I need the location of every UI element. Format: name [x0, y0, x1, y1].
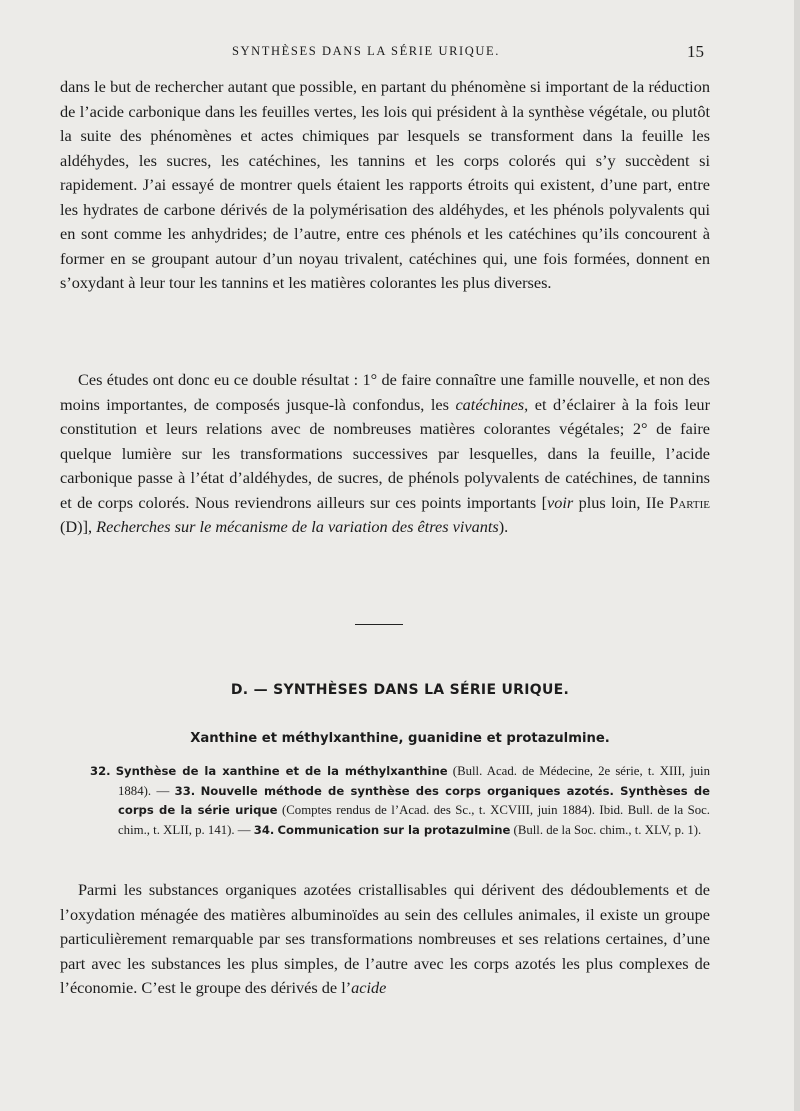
section-title: D. — SYNTHÈSES DANS LA SÉRIE URIQUE. [230, 682, 570, 698]
paragraph-text: ). [498, 517, 509, 536]
paragraph-text: (D)], [60, 517, 97, 536]
small-caps-term: Partie [669, 492, 711, 512]
paragraph-text: plus loin, IIe [573, 492, 670, 512]
ref-title: Synthèse de la xanthine et de la méthylxanthine [115, 764, 448, 778]
paragraph-continued: dans le but de rechercher autant que possible, en partant du phénomène si important de la réduction de l’acide carbonique dans les feuilles vertes, les lois qui président à la synthèse végétale, ou plutôt la suite des phénomènes et actes chimiques par lesquels se transforment dans la feuille les aldéhydes, les sucres, les catéchines, les tannins et les corps colorés qui s’y succèdent si rapidement. J’ai essayé de montrer quels étaient les rapports étroits qui existent, d’une part, entre les hydrates de carbone dérivés de la polymérisation des aldéhydes, et les phénols polyvalents qui en sont comme les anhydrides; de l’autre, entre ces phénols et les catéchines qu’ils concourent à former en se groupant autour d’un noyau trivalent, catéchines qui, une fois formées, donnent en s’oxydant à leur tour les tannins et les matières colorantes les plus diverses. [60, 77, 710, 292]
ref-source: (Bull. de la Soc. chim., t. XLV, p. 1). [510, 822, 702, 837]
italic-term: voir [547, 492, 574, 512]
ref-number: 32. [90, 764, 111, 778]
italic-title: Recherches sur le mécanisme de la variation des êtres vivants [96, 517, 499, 536]
ref-source: (Bull. Acad. de Médecine, 2e série, t. XIII, juin 1884). — [118, 764, 711, 798]
paragraph-results [60, 368, 710, 540]
paragraph-text: Ces études ont donc eu ce double résultat : 1° de faire connaître une famille nouvelle, et non des moins importantes, de composés jusque-là confondus, les [60, 370, 710, 414]
ref-title: Nouvelle méthode de synthèse des corps organiques azotés. Synthèses de corps de la série urique [118, 783, 710, 817]
italic-term: catéchines [455, 394, 525, 414]
page-number: 15 [687, 42, 704, 61]
ref-title: Communication sur la protazulmine [277, 822, 511, 837]
references-list [90, 762, 710, 840]
ref-source: (Comptes rendus de l’Acad. des Sc., t. XCVIII, juin 1884). Ibid. Bull. de la Soc. chim., t. XLII, p. 141). — [118, 803, 710, 837]
section-subtitle: Xanthine et méthylxanthine, guanidine et protazulmine. [190, 731, 610, 746]
running-title: SYNTHÈSES DANS LA SÉRIE URIQUE. [232, 44, 501, 58]
italic-term: acide [351, 978, 387, 997]
paragraph-text: , et d’éclairer à la fois leur constitution et leurs relations avec de nombreuses matières colorantes végétales; 2° de faire quelque lumière sur les transformations successives par lesquelles, dans la feuille, l’acide carbonique passe à l’état d’aldéhydes, de sucres, de phénols polyvalents de catéchines, de tannins et de corps colorés. Nous reviendrons ailleurs sur ces points importants [ [60, 394, 710, 512]
section-divider [355, 624, 403, 625]
page-edge [794, 0, 800, 1111]
paragraph-text: Parmi les substances organiques azotées cristallisables qui dérivent des dédoublements et de l’oxydation ménagée des matières albuminoïdes au sein des cellules animales, il existe un groupe particulièrement remarquable par ses transformations nombreuses et ses relations certaines, d’une part avec les substances les plus simples, de l’autre avec les corps azotés les plus complexes de l’économie. C’est le groupe des dérivés de l’ [60, 880, 710, 997]
paragraph-uric-series [60, 878, 710, 1001]
ref-number: 34. [253, 822, 275, 837]
ref-number: 33. [174, 783, 196, 798]
